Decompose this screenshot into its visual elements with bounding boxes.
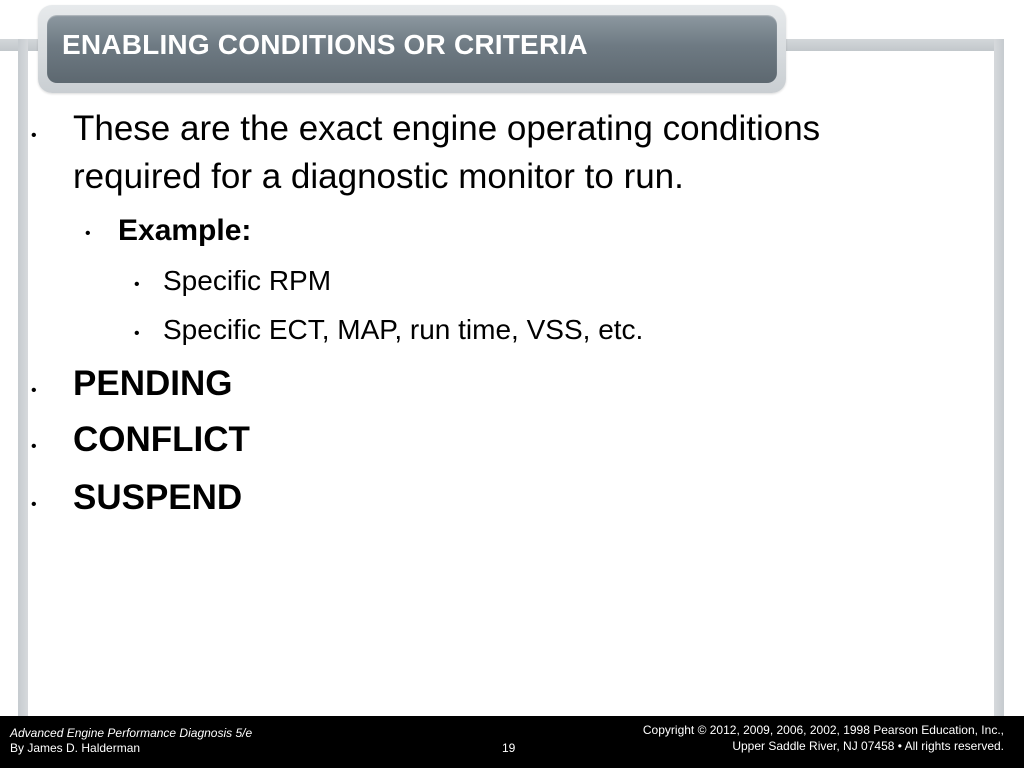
bullet-status-item: CONFLICT [73, 420, 250, 459]
bullet-dot: • [31, 127, 37, 144]
bullet-example-item: Specific RPM [163, 265, 332, 296]
footer-author: By James D. Halderman [10, 741, 141, 755]
bullet-dot: • [31, 382, 37, 399]
bullet-intro-line1: These are the exact engine operating conditions [73, 109, 821, 148]
bullet-example-label: Example: [118, 214, 252, 247]
footer-page-number: 19 [502, 741, 516, 755]
bullet-dot: • [85, 225, 91, 242]
bullet-status-item: SUSPEND [73, 478, 243, 517]
bullet-example-item: Specific ECT, MAP, run time, VSS, etc. [163, 314, 644, 345]
bullet-dot: • [31, 496, 37, 513]
bullet-intro-line2: required for a diagnostic monitor to run. [73, 157, 684, 196]
footer-copyright-line1: Copyright © 2012, 2009, 2006, 2002, 1998 Pearson Education, Inc., [642, 723, 1004, 737]
bullet-status-item: PENDING [73, 364, 233, 403]
bullet-dot: • [31, 438, 37, 455]
footer-copyright-line2: Upper Saddle River, NJ 07458 • All rights reserved. [732, 739, 1004, 753]
bullet-dot: • [134, 276, 140, 293]
footer-bar [0, 716, 1024, 768]
bullet-dot: • [134, 325, 140, 342]
footer-book-title: Advanced Engine Performance Diagnosis 5/e [10, 726, 253, 740]
slide-title: ENABLING CONDITIONS OR CRITERIA [62, 29, 588, 60]
